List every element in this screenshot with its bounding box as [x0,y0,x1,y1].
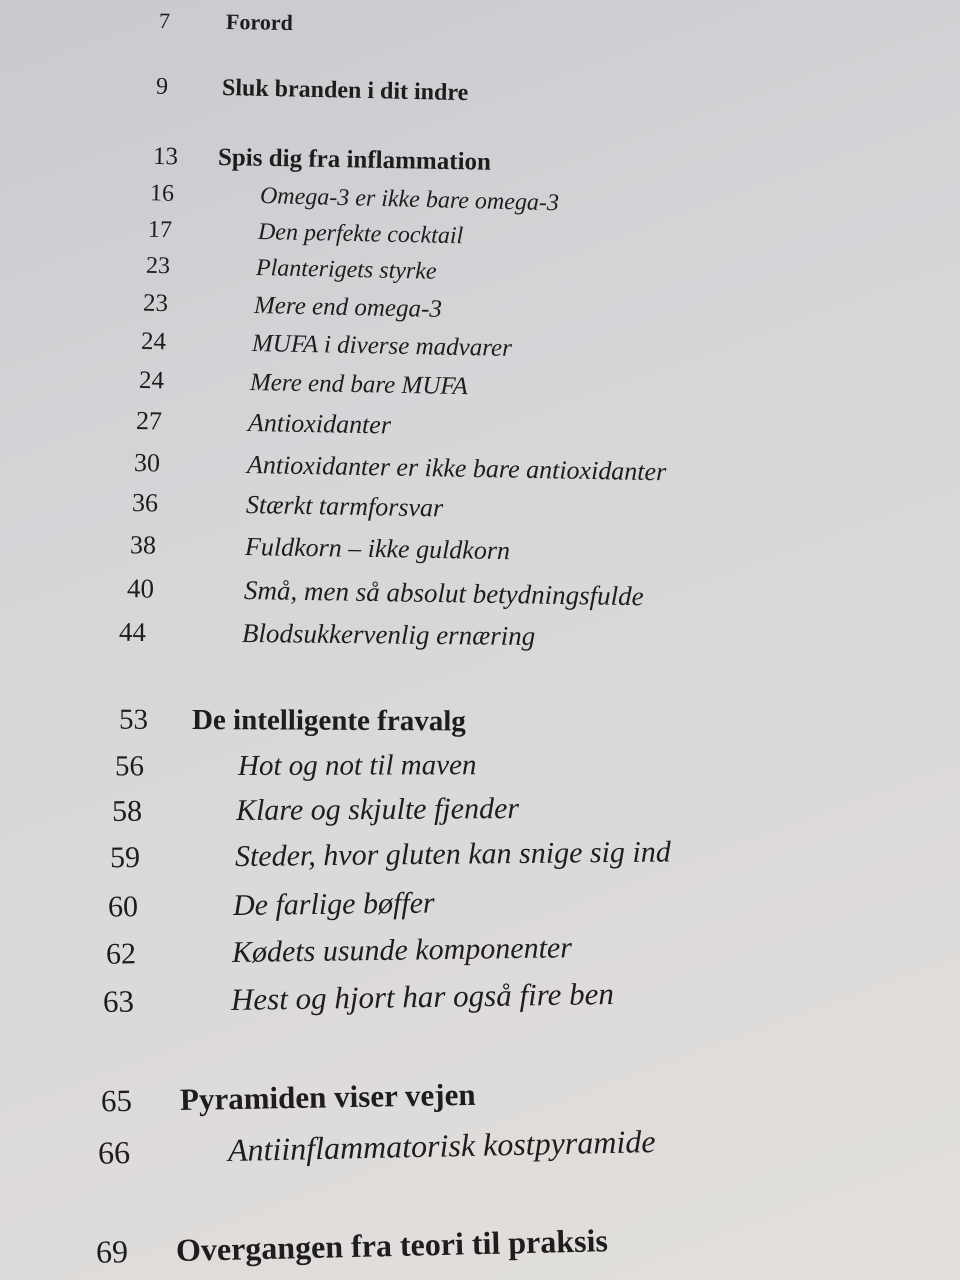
toc-page-number: 16 [149,180,175,207]
toc-section-title: Hest og hjort har også fire ben [230,975,615,1017]
toc-section-title: Kødets usunde komponenter [231,931,573,969]
toc-section-title: Den perfekte cocktail [257,219,464,250]
toc-page-number: 13 [152,142,179,171]
toc-entry [0,63,960,123]
toc-page-number: 38 [129,530,157,560]
toc-section-title: Blodsukkervenlig ernæring [241,618,536,652]
toc-page-number: 23 [145,252,171,280]
toc-page-number: 9 [155,73,169,100]
toc-page-number: 56 [114,750,145,783]
toc-entry [0,829,960,879]
toc-entry [0,699,960,744]
toc-section-title: Mere end omega-3 [253,292,443,323]
toc-page-number: 40 [126,573,155,604]
toc-section-title: Antioxidanter er ikke bare antioxidanter [246,450,667,487]
toc-page-number: 62 [105,937,137,971]
toc-chapter-title: De intelligente fravalg [191,704,466,738]
toc-page-number: 27 [135,406,163,436]
toc-chapter-title: Sluk branden i dit indre [221,75,469,107]
toc-page-number: 17 [147,216,173,244]
toc-chapter-title: Overgangen fra teori til praksis [175,1222,609,1268]
toc-section-title: Mere end bare MUFA [249,369,468,401]
toc-chapter-title: Pyramiden viser vejen [179,1076,476,1117]
toc-page-number: 7 [158,7,171,34]
toc-page-number: 66 [97,1134,131,1171]
toc-page-number: 24 [138,366,165,395]
toc-section-title: Antioxidanter [247,408,392,440]
toc-section-title: Antiinflammatorisk kostpyramide [227,1123,656,1168]
toc-section-title: Klare og skjulte fjender [235,792,520,827]
toc-page-number: 53 [118,703,149,736]
toc-entry [0,1066,960,1123]
toc-section-title: Steder, hvor gluten kan snige sig ind [234,835,671,873]
toc-entry [0,786,960,833]
toc-page-number: 69 [95,1233,129,1270]
toc-section-title: Hot og not til maven [237,749,477,782]
toc-page-number: 58 [111,794,143,828]
toc-section-title: Stærkt tarmforsvar [245,490,444,523]
toc-section-title: Planterigets styrke [255,255,437,285]
toc-section-title: MUFA i diverse madvarer [251,330,513,362]
toc-section-title: Omega-3 er ikke bare omega-3 [259,183,560,217]
toc-entry [0,0,960,54]
toc-entry [0,1212,960,1274]
toc-entry [0,743,960,786]
toc-chapter-title: Spis dig fra inflammation [217,144,492,176]
toc-section-title: De farlige bøffer [232,886,435,922]
toc-entry [0,923,960,976]
toc-chapter-title: Forord [225,9,294,36]
toc-page-number: 24 [140,327,167,356]
toc-page-number: 65 [100,1082,133,1119]
toc-section-title: Fuldkorn – ikke guldkorn [244,532,511,566]
toc-entry [0,877,960,929]
toc-page-number: 44 [118,616,147,647]
toc-page-number: 23 [142,289,169,318]
toc-entry [0,1115,960,1175]
toc-page-number: 60 [107,890,139,924]
toc-page-number: 36 [131,488,159,518]
toc-page-number: 30 [133,448,161,478]
toc-section-title: Små, men så absolut betydningsfulde [243,575,644,612]
toc-page-number: 59 [109,840,141,875]
toc-entry [0,969,960,1024]
toc-page-number: 63 [102,983,135,1020]
